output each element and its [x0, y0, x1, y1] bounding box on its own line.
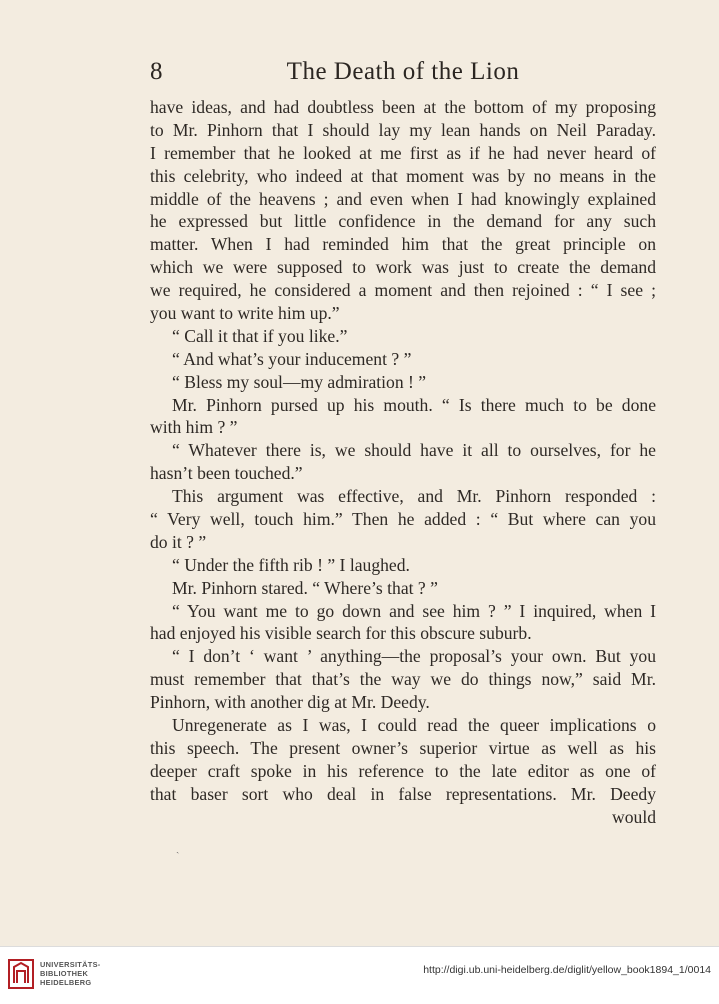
library-logo-icon[interactable]	[8, 959, 34, 989]
viewer-footer	[0, 946, 719, 1004]
text-line: “ Bless my soul—my admiration ! ”	[172, 371, 427, 392]
text-line: “ Call it that if you like.”	[172, 325, 348, 346]
text-line: must remember that that’s the way we do things now,” said Mr.	[150, 669, 656, 690]
library-name-line: HEIDELBERG	[40, 978, 92, 987]
text-line: that baser sort who deal in false representations. Mr. Deedy	[150, 783, 656, 804]
text-line: with him ? ”	[150, 417, 238, 438]
text-line: this speech. The present owner’s superior virtue as well as his	[150, 737, 656, 758]
text-line: had enjoyed his visible search for this obscure suburb.	[150, 623, 532, 644]
text-line: This argument was effective, and Mr. Pinhorn responded :	[172, 486, 656, 507]
text-line: I remember that he looked at me first as if he had never heard of	[150, 142, 656, 163]
text-line: Mr. Pinhorn stared. “ Where’s that ? ”	[172, 577, 438, 598]
body-text	[150, 96, 656, 829]
source-url-link[interactable]: http://digi.ub.uni-heidelberg.de/diglit/yellow_book1894_1/0014	[423, 964, 711, 976]
text-line: “ I don’t ‘ want ’ anything—the proposal’s your own. But you	[172, 646, 656, 667]
text-line: matter. When I had reminded him that the great principle on	[150, 234, 656, 255]
text-line: he expressed but little confidence in the demand for any such	[150, 211, 656, 232]
text-line: deeper craft spoke in his reference to the late editor as one of	[150, 760, 656, 781]
text-line: hasn’t been touched.”	[150, 463, 303, 484]
library-name-line: UNIVERSITÄTS-	[40, 960, 101, 969]
text-line: middle of the heavens ; and even when I had knowingly explained	[150, 188, 656, 209]
running-title: The Death of the Lion	[286, 58, 520, 85]
text-line: Pinhorn, with another dig at Mr. Deedy.	[150, 692, 430, 713]
text-line: to Mr. Pinhorn that I should lay my lean hands on Neil Paraday.	[150, 119, 656, 140]
text-line: which we were supposed to work was just to create the demand	[150, 257, 656, 278]
text-line: this celebrity, who indeed at that moment was by no means in the	[150, 165, 656, 186]
page-number: 8	[150, 58, 163, 85]
text-line: Mr. Pinhorn pursed up his mouth. “ Is there much to be done	[172, 394, 656, 415]
library-name	[40, 960, 101, 987]
text-line: “ Very well, touch him.” Then he added : “ But where can you	[150, 509, 656, 530]
page-header	[150, 56, 656, 92]
text-line: Unregenerate as I was, I could read the queer implications o	[172, 715, 656, 736]
text-line: have ideas, and had doubtless been at the bottom of my proposing	[150, 97, 656, 117]
catch-word: would	[612, 806, 656, 827]
text-line: “ You want me to go down and see him ? ” I inquired, when I	[172, 600, 656, 621]
text-line: do it ? ”	[150, 531, 207, 552]
text-line: “ And what’s your inducement ? ”	[172, 348, 412, 369]
text-line: “ Under the fifth rib ! ” I laughed.	[172, 554, 410, 575]
text-line: we required, he considered a moment and then rejoined : “ I see ;	[150, 280, 656, 301]
text-line: you want to write him up.”	[150, 303, 340, 324]
stray-mark: ˎ	[176, 843, 180, 854]
text-line: “ Whatever there is, we should have it all to ourselves, for he	[172, 440, 656, 461]
library-name-line: BIBLIOTHEK	[40, 969, 89, 978]
